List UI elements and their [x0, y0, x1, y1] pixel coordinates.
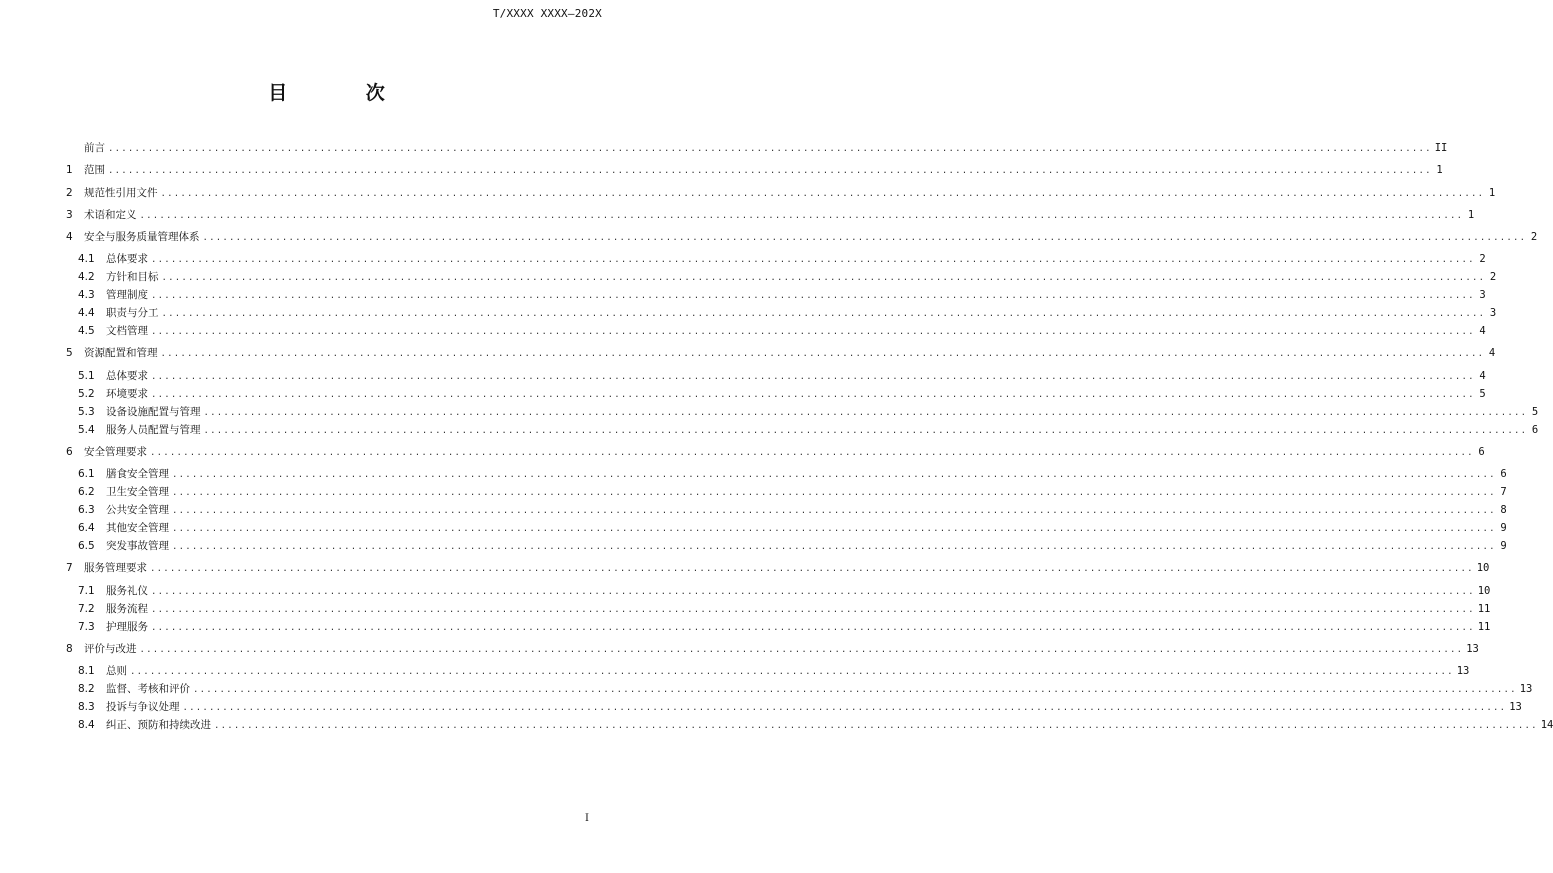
toc-entry-page: 6: [1531, 424, 1539, 436]
toc-leader-dots: ........................................................................................................................................................................................................: [151, 587, 1475, 597]
toc-entry-number: 8.1: [78, 665, 95, 677]
toc-entry-page: 13: [1519, 683, 1533, 695]
toc-entry[interactable]: [66, 700, 1522, 714]
toc-entry[interactable]: [66, 324, 1486, 338]
toc-entry[interactable]: [66, 584, 1491, 598]
toc-entry-label: 资源配置和管理: [84, 347, 158, 359]
toc-leader-dots: ........................................................................................................................................................................................................: [172, 542, 1496, 552]
toc-entry-label: 服务流程: [106, 603, 148, 615]
toc-entry-number: 6.2: [78, 486, 95, 498]
toc-entry-label: 文档管理: [106, 325, 148, 337]
toc-entry-number: 8.3: [78, 701, 95, 713]
toc-entry-number: 5.1: [78, 370, 95, 382]
toc-entry-number: 7: [66, 562, 73, 574]
toc-entry[interactable]: [66, 467, 1507, 481]
toc-entry-label: 纠正、预防和持续改进: [106, 719, 211, 731]
toc-leader-dots: ........................................................................................................................................................................................................: [151, 255, 1475, 265]
toc-entry-label: 卫生安全管理: [106, 486, 169, 498]
toc-entry-page: 3: [1489, 307, 1497, 319]
toc-entry[interactable]: [66, 718, 1553, 732]
toc-entry-label: 设备设施配置与管理: [106, 406, 201, 418]
toc-entry[interactable]: [66, 252, 1486, 266]
toc-entry-page: 13: [1509, 701, 1522, 713]
toc-entry-page: 7: [1500, 486, 1507, 498]
toc-entry[interactable]: [66, 423, 1539, 437]
toc-leader-dots: ........................................................................................................................................................................................................: [193, 685, 1517, 695]
toc-entry-number: 5.4: [78, 424, 95, 436]
toc-leader-dots: ........................................................................................................................................................................................................: [139, 211, 1464, 221]
toc-entry-page: 8: [1500, 504, 1507, 516]
toc-entry-label: 监督、考核和评价: [106, 683, 190, 695]
toc-leader-dots: ........................................................................................................................................................................................................: [182, 703, 1507, 713]
toc-entry[interactable]: [66, 445, 1485, 459]
toc-entry-page: 1: [1488, 187, 1496, 199]
toc-entry-page: 1: [1467, 209, 1475, 221]
toc-entry[interactable]: [66, 208, 1475, 222]
toc-entry[interactable]: [66, 539, 1507, 553]
toc-entry-page: 10: [1476, 562, 1490, 574]
toc-entry-page: II: [1434, 142, 1448, 154]
toc-entry-page: 10: [1477, 585, 1491, 597]
toc-entry[interactable]: [66, 521, 1507, 535]
toc-entry-label: 评价与改进: [84, 643, 137, 655]
toc-leader-dots: ........................................................................................................................................................................................................: [172, 488, 1496, 498]
toc-entry-page: 2: [1530, 231, 1538, 243]
toc-entry-label: 投诉与争议处理: [106, 701, 180, 713]
toc-entry-label: 其他安全管理: [106, 522, 169, 534]
toc-entry-page: 13: [1466, 643, 1479, 655]
toc-entry-page: 9: [1500, 540, 1507, 552]
toc-entry-number: 4.3: [78, 289, 95, 301]
toc-entry[interactable]: [66, 369, 1486, 383]
toc-entry-label: 膳食安全管理: [106, 468, 169, 480]
toc-entry-number: 4.1: [78, 253, 95, 265]
toc-entry-label: 方针和目标: [106, 271, 159, 283]
toc-entry[interactable]: [66, 141, 1448, 155]
toc-entry-label: 前言: [84, 142, 105, 154]
toc-leader-dots: ........................................................................................................................................................................................................: [139, 645, 1464, 655]
toc-leader-dots: ........................................................................................................................................................................................................: [150, 564, 1474, 574]
toc-entry-label: 服务管理要求: [84, 562, 147, 574]
page-folio: I: [585, 813, 589, 824]
toc-entry-label: 服务礼仪: [106, 585, 148, 597]
toc-leader-dots: ........................................................................................................................................................................................................: [151, 372, 1475, 382]
toc-entry-number: 6.3: [78, 504, 95, 516]
toc-entry-number: 5.3: [78, 406, 95, 418]
toc-entry-page: 6: [1478, 446, 1485, 458]
toc-leader-dots: ........................................................................................................................................................................................................: [108, 144, 1432, 154]
toc-entry-page: 4: [1479, 370, 1486, 382]
toc-entry-label: 公共安全管理: [106, 504, 169, 516]
toc-entry[interactable]: [66, 288, 1486, 302]
toc-leader-dots: ........................................................................................................................................................................................................: [160, 349, 1485, 359]
toc-leader-dots: ........................................................................................................................................................................................................: [172, 524, 1496, 534]
toc-leader-dots: ........................................................................................................................................................................................................: [202, 233, 1527, 243]
toc-entry-page: 2: [1489, 271, 1497, 283]
toc-entry-page: 4: [1479, 325, 1486, 337]
toc-entry-label: 安全与服务质量管理体系: [84, 231, 200, 243]
toc-leader-dots: ........................................................................................................................................................................................................: [214, 721, 1538, 731]
toc-entry-number: 6.4: [78, 522, 95, 534]
toc-entry-number: 5.2: [78, 388, 95, 400]
toc-entry-number: 5: [66, 347, 73, 359]
toc-entry[interactable]: [66, 270, 1497, 284]
toc-entry-number: 8.4: [78, 719, 95, 731]
toc-entry[interactable]: [66, 682, 1533, 696]
toc-leader-dots: ........................................................................................................................................................................................................: [160, 189, 1485, 199]
toc-entry[interactable]: [66, 387, 1486, 401]
toc-entry-page: 9: [1500, 522, 1507, 534]
toc-leader-dots: ........................................................................................................................................................................................................: [150, 448, 1474, 458]
toc-entry-page: 13: [1456, 665, 1470, 677]
toc-leader-dots: ........................................................................................................................................................................................................: [151, 327, 1475, 337]
toc-entry[interactable]: [66, 620, 1491, 634]
toc-entry-number: 2: [66, 187, 73, 199]
toc-entry-page: 6: [1500, 468, 1507, 480]
toc-entry-label: 服务人员配置与管理: [106, 424, 201, 436]
toc-entry[interactable]: [66, 405, 1539, 419]
toc-entry[interactable]: [66, 186, 1496, 200]
toc-entry[interactable]: [66, 642, 1479, 656]
toc-entry-page: 14: [1540, 719, 1553, 731]
toc-entry-number: 8.2: [78, 683, 95, 695]
toc-entry-number: 7.1: [78, 585, 95, 597]
toc-leader-dots: ........................................................................................................................................................................................................: [130, 667, 1454, 677]
toc-entry-number: 4: [66, 231, 73, 243]
toc-entry-number: 1: [66, 164, 73, 176]
toc-entry[interactable]: [66, 503, 1507, 517]
toc-entry-number: 4.4: [78, 307, 95, 319]
toc-leader-dots: ........................................................................................................................................................................................................: [151, 623, 1475, 633]
toc-entry-number: 6.1: [78, 468, 95, 480]
toc-entry-label: 术语和定义: [84, 209, 137, 221]
toc-entry-page: 11: [1477, 621, 1491, 633]
toc-entry[interactable]: [66, 561, 1490, 575]
toc-entry[interactable]: [66, 306, 1497, 320]
toc-entry-number: 4.2: [78, 271, 95, 283]
toc-entry[interactable]: [66, 602, 1491, 616]
toc-leader-dots: ........................................................................................................................................................................................................: [161, 273, 1486, 283]
toc-leader-dots: ........................................................................................................................................................................................................: [203, 408, 1528, 418]
toc-entry-page: 3: [1479, 289, 1486, 301]
toc-entry-label: 职责与分工: [106, 307, 159, 319]
toc-entry-label: 总体要求: [106, 253, 148, 265]
toc-entry-page: 5: [1531, 406, 1539, 418]
toc-entry-label: 护理服务: [106, 621, 148, 633]
toc-entry[interactable]: [66, 346, 1496, 360]
toc-leader-dots: ........................................................................................................................................................................................................: [172, 470, 1496, 480]
document-number: T/XXXX XXXX—202X: [492, 7, 602, 20]
toc-entry-number: 4.5: [78, 325, 95, 337]
toc-entry-label: 突发事故管理: [106, 540, 169, 552]
toc-entry-number: 7.2: [78, 603, 95, 615]
toc-entry[interactable]: [66, 163, 1443, 177]
toc-leader-dots: ........................................................................................................................................................................................................: [151, 390, 1475, 400]
toc-entry-number: 3: [66, 209, 73, 221]
toc-entry-page: 5: [1479, 388, 1486, 400]
toc-entry-label: 安全管理要求: [84, 446, 147, 458]
toc-entry[interactable]: [66, 230, 1538, 244]
toc-entry-page: 1: [1436, 164, 1443, 176]
toc-entry-number: 6: [66, 446, 73, 458]
toc-leader-dots: ........................................................................................................................................................................................................: [108, 166, 1432, 176]
toc-entry-number: 8: [66, 643, 73, 655]
toc-entry-label: 范围: [84, 164, 105, 176]
toc-entry-label: 总体要求: [106, 370, 148, 382]
toc-entry-page: 2: [1479, 253, 1486, 265]
toc-leader-dots: ........................................................................................................................................................................................................: [172, 506, 1496, 516]
toc-entry-label: 环境要求: [106, 388, 148, 400]
toc-entry-number: 6.5: [78, 540, 95, 552]
toc-leader-dots: ........................................................................................................................................................................................................: [161, 309, 1486, 319]
toc-entry-page: 11: [1477, 603, 1491, 615]
toc-entry[interactable]: [66, 485, 1507, 499]
toc-entry-label: 管理制度: [106, 289, 148, 301]
toc-leader-dots: ........................................................................................................................................................................................................: [203, 426, 1528, 436]
page-title: 目 次: [268, 82, 421, 104]
toc-entry[interactable]: [66, 664, 1470, 678]
toc-leader-dots: ........................................................................................................................................................................................................: [151, 291, 1475, 301]
toc-entry-number: 7.3: [78, 621, 95, 633]
toc-leader-dots: ........................................................................................................................................................................................................: [151, 605, 1475, 615]
toc-entry-page: 4: [1488, 347, 1496, 359]
toc-entry-label: 总则: [106, 665, 127, 677]
toc-entry-label: 规范性引用文件: [84, 187, 158, 199]
